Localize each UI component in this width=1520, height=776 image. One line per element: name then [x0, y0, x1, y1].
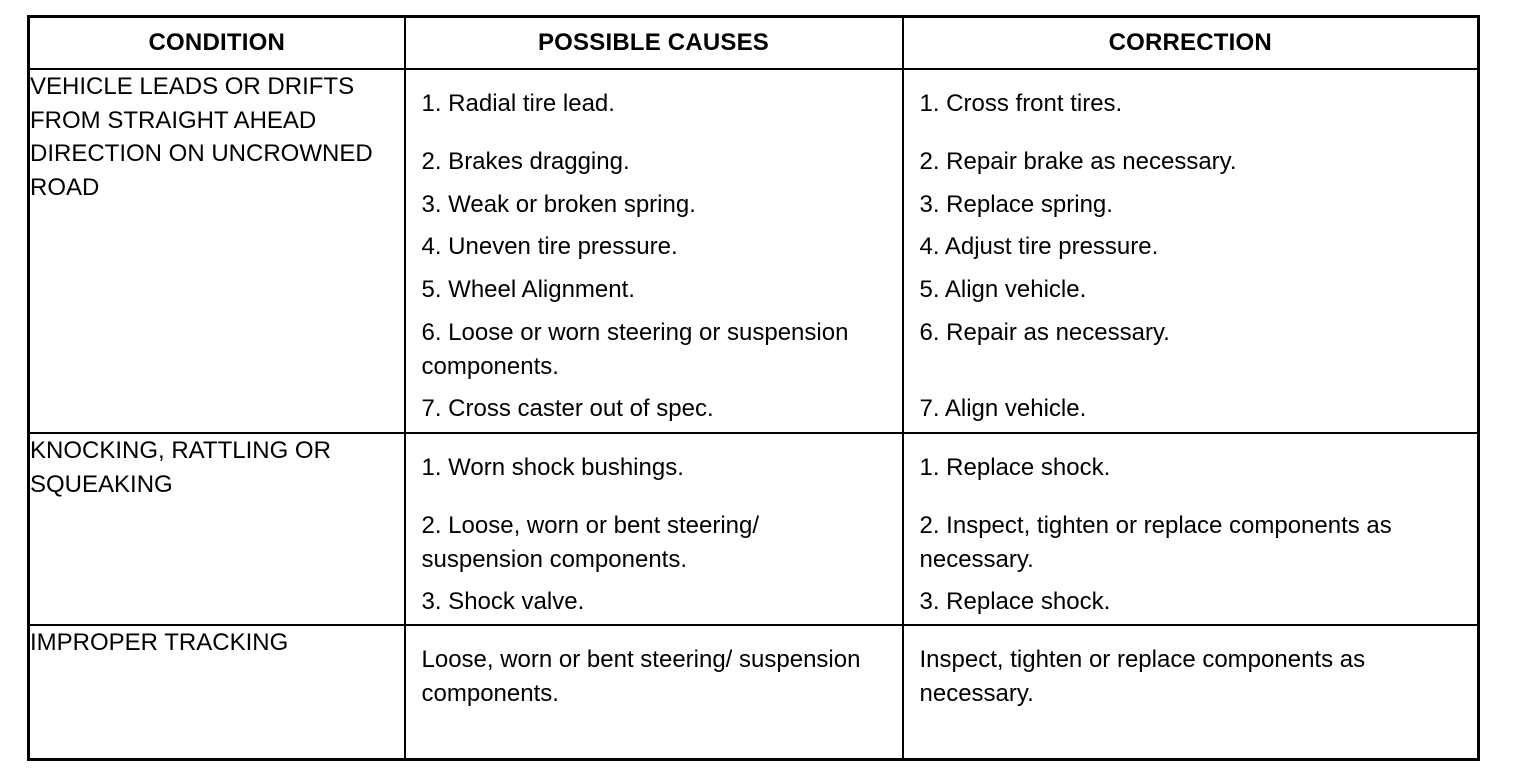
correction-item: 7. Align vehicle.: [919, 395, 1087, 422]
cause-item: 3. Shock valve.: [421, 588, 585, 615]
header-correction: CORRECTION: [903, 17, 1479, 70]
cause-item: 1. Radial tire lead.: [421, 90, 615, 117]
cause-item: 6. Loose or worn steering or suspension components.: [421, 319, 849, 380]
causes-cell: [405, 433, 903, 625]
table-row: [29, 433, 1479, 625]
correction-item: 3. Replace shock.: [919, 588, 1111, 615]
table-row: [29, 625, 1479, 760]
correction-item: 6. Repair as necessary.: [919, 319, 1170, 346]
correction-cell: [903, 69, 1479, 433]
condition-cell: VEHICLE LEADS OR DRIFTS FROM STRAIGHT AHEAD DIRECTION ON UNCROWNED ROAD: [29, 69, 405, 433]
correction-item: 1. Cross front tires.: [919, 90, 1123, 117]
table-row: [29, 69, 1479, 433]
cause-item: Loose, worn or bent steering/ suspension components.: [421, 646, 861, 707]
correction-item: Inspect, tighten or replace components as necessary.: [919, 646, 1366, 707]
header-condition: CONDITION: [29, 17, 405, 70]
condition-cell: KNOCKING, RATTLING OR SQUEAKING: [29, 433, 405, 625]
correction-item: 2. Repair brake as necessary.: [919, 148, 1237, 175]
condition-cell: IMPROPER TRACKING: [29, 625, 405, 760]
correction-item: 1. Replace shock.: [919, 454, 1111, 481]
cause-item: 3. Weak or broken spring.: [421, 191, 696, 218]
cause-item: 4. Uneven tire pressure.: [421, 233, 678, 260]
header-possible-causes: POSSIBLE CAUSES: [405, 17, 903, 70]
correction-cell: [903, 625, 1479, 760]
correction-item: 2. Inspect, tighten or replace components as necessary.: [919, 512, 1392, 573]
correction-item: 4. Adjust tire pressure.: [919, 233, 1159, 260]
causes-cell: [405, 625, 903, 760]
cause-item: 7. Cross caster out of spec.: [421, 395, 714, 422]
diagnosis-table: [27, 15, 1480, 761]
correction-item: 5. Align vehicle.: [919, 276, 1087, 303]
cause-item: 2. Brakes dragging.: [421, 148, 630, 175]
cause-item: 5. Wheel Alignment.: [421, 276, 635, 303]
correction-cell: [903, 433, 1479, 625]
correction-item: 3. Replace spring.: [919, 191, 1113, 218]
cause-item: 2. Loose, worn or bent steering/ suspension components.: [421, 512, 760, 573]
causes-cell: [405, 69, 903, 433]
header-row: [29, 17, 1479, 70]
cause-item: 1. Worn shock bushings.: [421, 454, 684, 481]
